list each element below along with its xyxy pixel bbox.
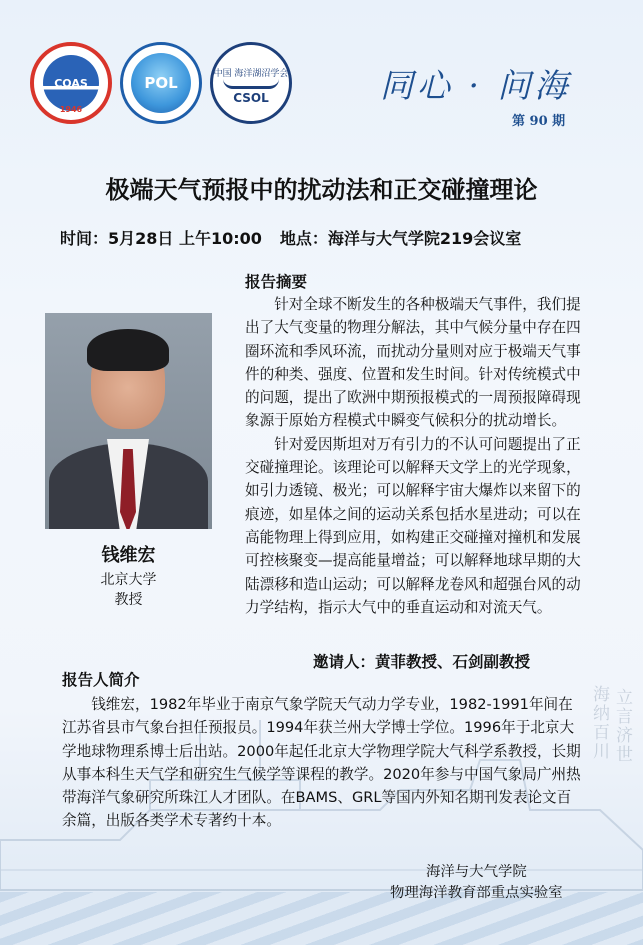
issue-number: 第 90 期 bbox=[512, 114, 566, 129]
bio-body: 钱维宏，1982年毕业于南京气象学院天气动力学专业，1982-1991年间在江苏省县市气象台担任预报员。1994年获兰州大学博士学位。1996年于北京大学地球物理系博士后出站。2000年起任北京大学物理学院大气科学系教授，长期从事本科生天气学和研究生气候学等课程的教学。2020年参与中国气象局广州热带海洋气象研究所珠江人才团队。在BAMS、GRL等国内外知名期刊发表论文百余篇，出版各类学术专著约十本。 bbox=[62, 696, 581, 830]
csol-logo-cn: 中国 海洋湖沼学会 bbox=[213, 68, 289, 79]
csol-logo-label: CSOL bbox=[233, 90, 269, 105]
speaker-title: 教授 bbox=[114, 592, 143, 608]
coas-logo-label: COAS bbox=[43, 55, 99, 111]
page-title: 极端天气预报中的扰动法和正交碰撞理论 bbox=[105, 176, 538, 204]
watermark-1: 海纳百川 bbox=[589, 685, 609, 761]
csol-wave-icon bbox=[223, 79, 279, 89]
abstract-paragraph-2: 针对爱因斯坦对万有引力的不认可问题提出了正交碰撞理论。该理论可以解释天文学上的光学现象，如引力透镜、极光；可以解释宇宙大爆炸以来留下的痕迹，如星体之间的运动关系包括水星进动；可以在高能物理上得到应用，如构建正交碰撞对撞机和发展可控核聚变—提高能量增益；可以解释地球早期的大陆漂移和造山运动；可以解释龙卷风和超强台风的动力学结构，指示大气中的垂直运动和对流天气。 bbox=[245, 435, 581, 616]
pol-logo-label: POL bbox=[131, 53, 191, 113]
location-text: 地点：海洋与大气学院219会议室 bbox=[279, 229, 522, 248]
coas-logo bbox=[30, 42, 112, 124]
abstract-heading: 报告摘要 bbox=[245, 273, 308, 291]
bio-heading: 报告人简介 bbox=[62, 671, 140, 689]
speaker-photo bbox=[45, 313, 212, 529]
speaker-name: 钱维宏 bbox=[101, 545, 156, 566]
pol-logo bbox=[120, 42, 202, 124]
inviter-line: 邀请人：黄菲教授、石剑副教授 bbox=[313, 653, 531, 671]
time-location-line bbox=[60, 226, 613, 249]
abstract-paragraph-1: 针对全球不断发生的各种极端天气事件，我们提出了大气变量的物理分解法，其中气候分量中存在四圈环流和季风环流，而扰动分量则对应于极端天气事件的种类、强度、位置和发生时间。针对传统模式中的问题，提出了欧洲中期预报模式的一周预报障碍现象源于原始方程模式中瞬变气候积分的扰动增长。 bbox=[245, 296, 581, 430]
time-text: 时间：5月28日 上午10:00 bbox=[60, 229, 262, 248]
slogan: 同心 · 问海 bbox=[380, 66, 572, 105]
organizer-2: 物理海洋教育部重点实验室 bbox=[390, 885, 563, 901]
watermark-2: 立言济世 bbox=[612, 688, 632, 764]
coas-logo-year: 1946 bbox=[59, 105, 83, 114]
speaker-affiliation: 北京大学 bbox=[100, 572, 157, 588]
csol-logo bbox=[210, 42, 292, 124]
abstract-body bbox=[245, 293, 590, 619]
photo-hair bbox=[87, 329, 169, 371]
logo-row bbox=[30, 42, 292, 124]
organizer-1: 海洋与大气学院 bbox=[426, 864, 527, 880]
